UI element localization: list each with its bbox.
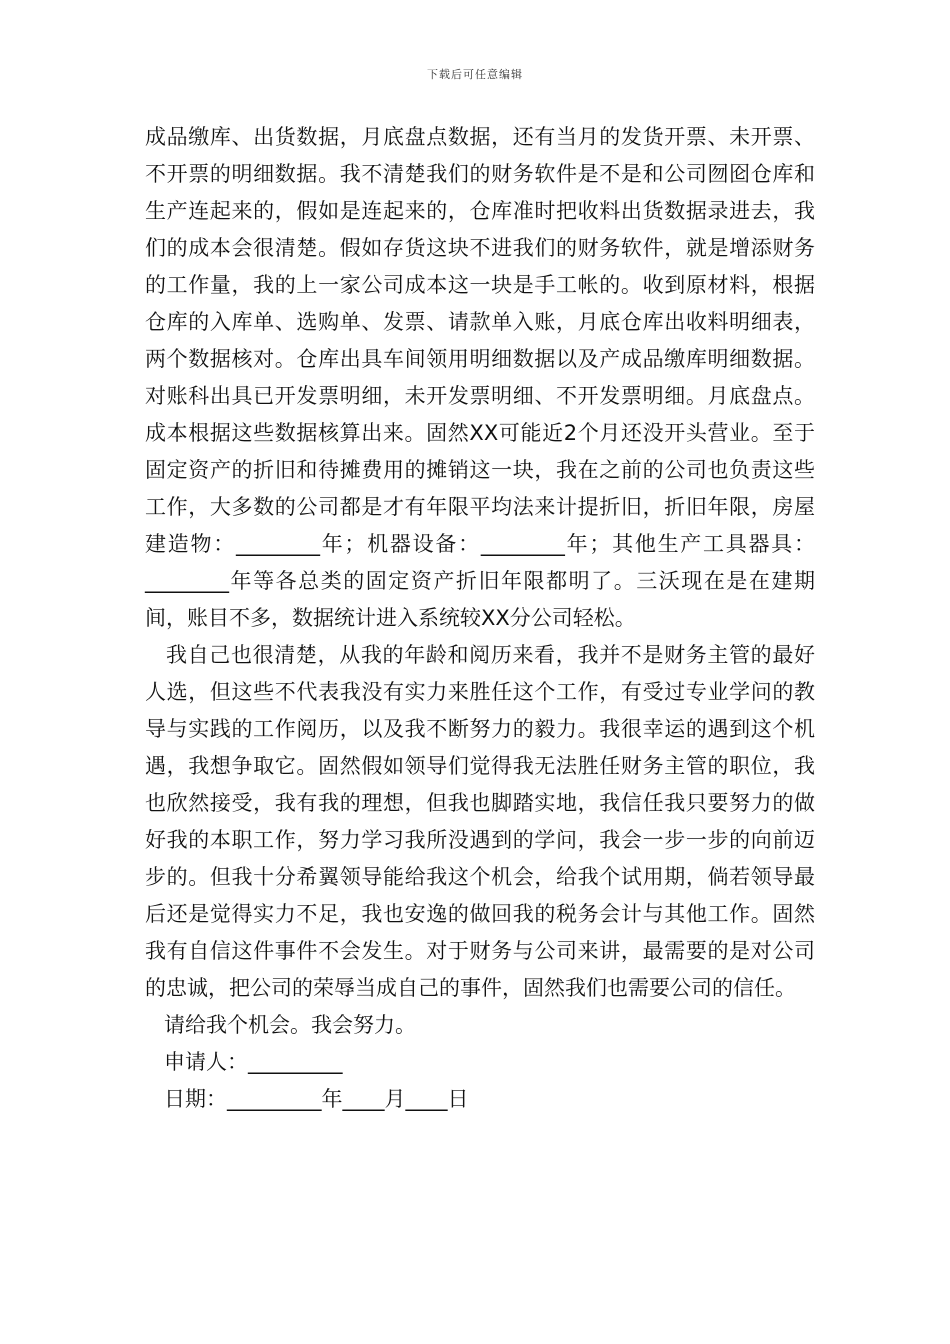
applicant-line: 申请人：_________ xyxy=(164,1050,343,1074)
date-line: 日期：_________年____月____日 xyxy=(164,1087,469,1111)
paragraph-self-assessment: 我自己也很清楚，从我的年龄和阅历来看，我并不是财务主管的最好人选，但这些不代表我没有实力来胜任这个工作，有受过专业学问的教导与实践的工作阅历，以及我不断努力的毅力。我很幸运的遇到这个机遇，我想争取它。固然假如领导们觉得我无法胜任财务主管的职位，我也欣然接受，我有我的理想，但我也脚踏实地，我信任我只要努力的做好我的本职工作，努力学习我所没遇到的学问，我会一步一步的向前迈步的。但我十分希翼领导能给我这个机会，给我个试用期，倘若领导最后还是觉得实力不足，我也安逸的做回我的税务会计与其他工作。固然我有自信这件事件不会发生。对于财务与公司来讲，最需要的是对公司的忠诚，把公司的荣辱当成自己的事件，固然我们也需要公司的信任。 xyxy=(145,643,815,1000)
letter-body xyxy=(145,119,815,1118)
page-header: 下载后可任意编辑 xyxy=(427,68,523,81)
closing-request: 请给我个机会。我会努力。 xyxy=(164,1013,416,1037)
paragraph-cost-accounting: 成品缴库、出货数据，月底盘点数据，还有当月的发货开票、未开票、不开票的明细数据。我不清楚我们的财务软件是不是和公司囫囵仓库和生产连起来的，假如是连起来的，仓库准时把收料出货数据录进去，我们的成本会很清楚。假如存货这块不进我们的财务软件，就是增添财务的工作量，我的上一家公司成本这一块是手工帐的。收到原材料，根据仓库的入库单、选购单、发票、请款单入账，月底仓库出收料明细表，两个数据核对。仓库出具车间领用明细数据以及产成品缴库明细数据。对账科出具已开发票明细，未开发票明细、不开发票明细。月底盘点。成本根据这些数据核算出来。固然XX可能近2个月还没开头营业。至于固定资产的折旧和待摊费用的摊销这一块，我在之前的公司也负责这些工作，大多数的公司都是才有年限平均法来计提折旧，折旧年限，房屋建造物：________年；机器设备：________年；其他生产工具器具：________年等各总类的固定资产折旧年限都明了。三沃现在是在建期间，账目不多，数据统计进入系统较XX分公司轻松。 xyxy=(145,125,815,630)
